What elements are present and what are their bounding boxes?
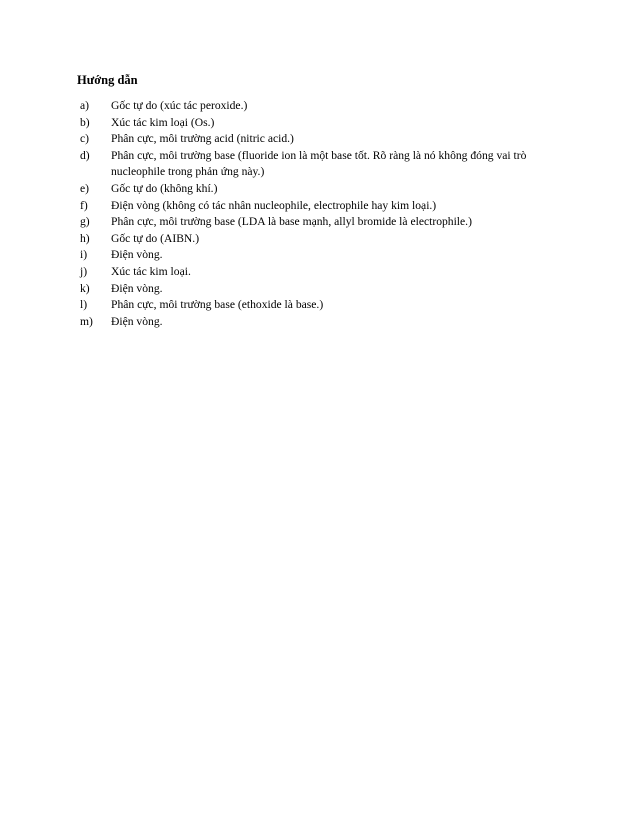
list-item — [77, 181, 577, 198]
answer-list — [77, 98, 577, 330]
list-item-text: Điện vòng (không có tác nhân nucleophile, electrophile hay kim loại.) — [111, 198, 437, 212]
list-marker: b) — [80, 115, 90, 129]
list-item-text: Điện vòng. — [111, 281, 163, 295]
list-item-text: Gốc tự do (AIBN.) — [111, 231, 200, 245]
list-marker: k) — [80, 281, 90, 295]
list-marker: i) — [80, 248, 88, 262]
list-item-text: Xúc tác kim loại (Os.) — [111, 115, 215, 129]
list-marker: c) — [80, 132, 90, 146]
list-item — [77, 198, 577, 215]
list-item — [77, 115, 577, 132]
list-marker: m) — [80, 314, 93, 328]
list-item-text: Điện vòng. — [111, 248, 163, 262]
list-item-text: Điện vòng. — [111, 314, 163, 328]
list-item — [77, 231, 577, 248]
list-marker: e) — [80, 181, 90, 195]
list-item — [77, 314, 577, 331]
list-marker: d) — [80, 148, 90, 162]
list-item-text: Xúc tác kim loại. — [111, 264, 191, 278]
list-marker: g) — [80, 215, 90, 229]
list-marker: h) — [80, 231, 90, 245]
list-item — [77, 247, 577, 264]
list-marker: f) — [80, 198, 88, 212]
list-item — [77, 148, 577, 181]
list-item-text: Phân cực, môi trường base (ethoxide là base.) — [111, 298, 324, 312]
list-marker: j) — [80, 264, 88, 278]
list-item-text: Phân cực, môi trường acid (nitric acid.) — [111, 132, 294, 146]
list-item-text: Gốc tự do (xúc tác peroxide.) — [111, 99, 248, 112]
list-item — [77, 297, 577, 314]
list-item-text: Phân cực, môi trường base (fluoride ion là một base tốt. Rõ ràng là nó không đóng vai trò nucleophile trong phản ứng này.) — [111, 148, 527, 179]
list-marker: l) — [80, 298, 88, 312]
list-item — [77, 131, 577, 148]
list-item — [77, 214, 577, 231]
list-item — [77, 281, 577, 298]
list-item-text: Gốc tự do (không khí.) — [111, 181, 218, 195]
list-marker: a) — [80, 99, 90, 112]
document-heading: Hướng dẫn — [77, 73, 138, 87]
list-item-text: Phân cực, môi trường base (LDA là base mạnh, allyl bromide là electrophile.) — [111, 215, 472, 229]
list-item — [77, 264, 577, 281]
list-item — [77, 98, 577, 115]
